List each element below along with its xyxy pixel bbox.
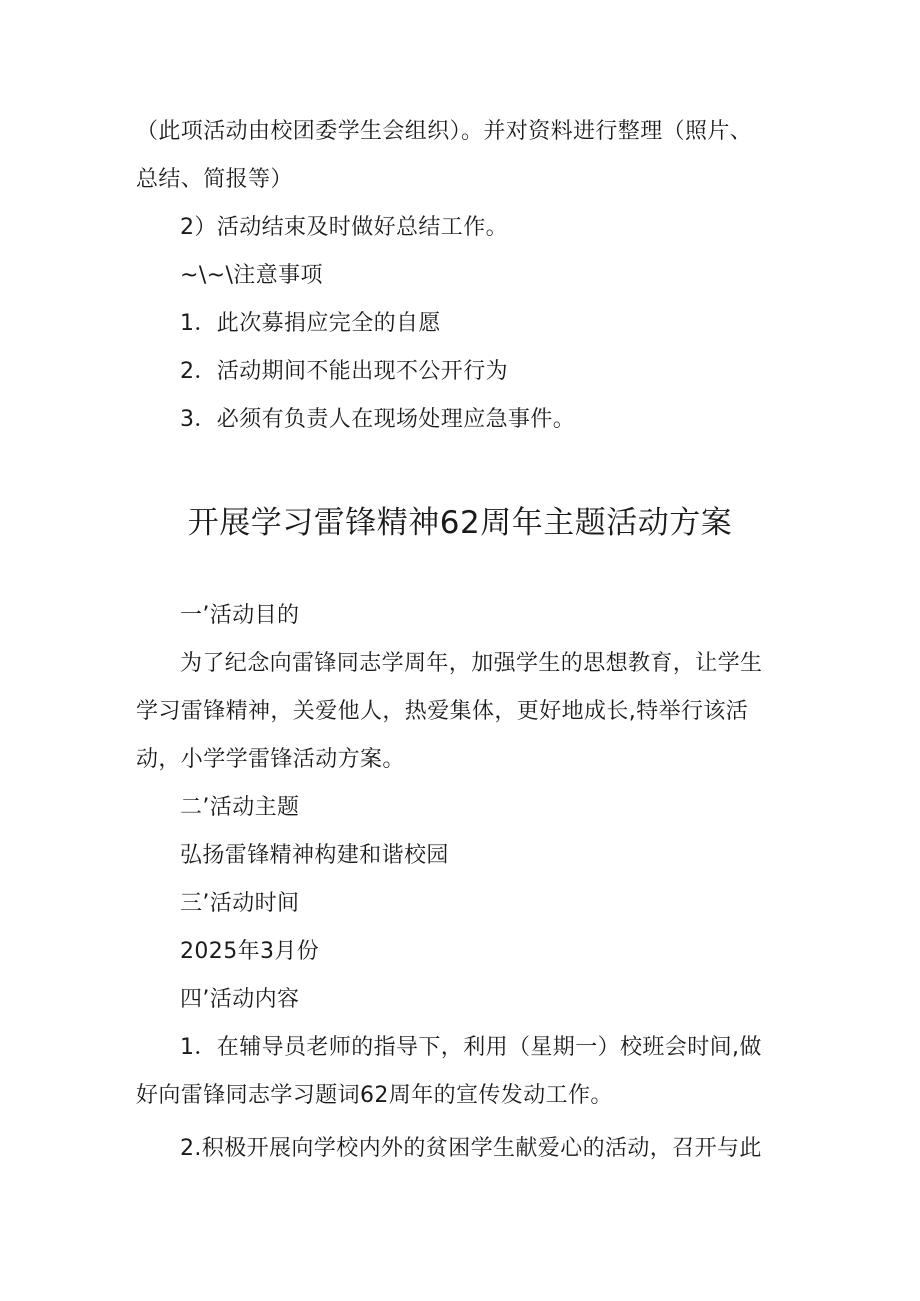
list-item: 2.积极开展向学校内外的贫困学生献爱心的活动，召开与此: [180, 1136, 762, 1161]
note-item: 3．必须有负责人在现场处理应急事件。: [180, 407, 576, 432]
paragraph-line: 为了纪念向雷锋同志学周年，加强学生的思想教育，让学生: [180, 651, 763, 676]
paragraph-line: （此项活动由校团委学生会组织）。并对资料进行整理（照片、: [136, 119, 753, 144]
section-heading: 一’活动目的: [180, 603, 300, 628]
section-heading: 四’活动内容: [180, 987, 300, 1012]
section-heading: 三’活动时间: [180, 891, 300, 916]
paragraph-line: 弘扬雷锋精神构建和谐校园: [180, 843, 449, 868]
paragraph-line: 2025年3月份: [180, 939, 320, 964]
note-item: 2．活动期间不能出现不公开行为: [180, 359, 508, 384]
paragraph-line: 总结、简报等）: [136, 167, 293, 192]
note-item: 1．此次募捐应完全的自愿: [180, 311, 441, 336]
section-heading: 二’活动主题: [180, 795, 300, 820]
paragraph-line: 学习雷锋精神，关爱他人，热爱集体，更好地成长,特举行该活: [136, 699, 749, 724]
list-item: 2）活动结束及时做好总结工作。: [180, 215, 508, 240]
document-title: 开展学习雷锋精神62周年主题活动方案: [187, 505, 733, 541]
section-heading: ~\~\注意事项: [180, 263, 323, 288]
paragraph-line: 好向雷锋同志学习题词62周年的宣传发动工作。: [136, 1083, 613, 1108]
list-item: 1．在辅导员老师的指导下，利用（星期一）校班会时间,做: [180, 1035, 762, 1060]
paragraph-line: 动，小学学雷锋活动方案。: [136, 747, 405, 772]
